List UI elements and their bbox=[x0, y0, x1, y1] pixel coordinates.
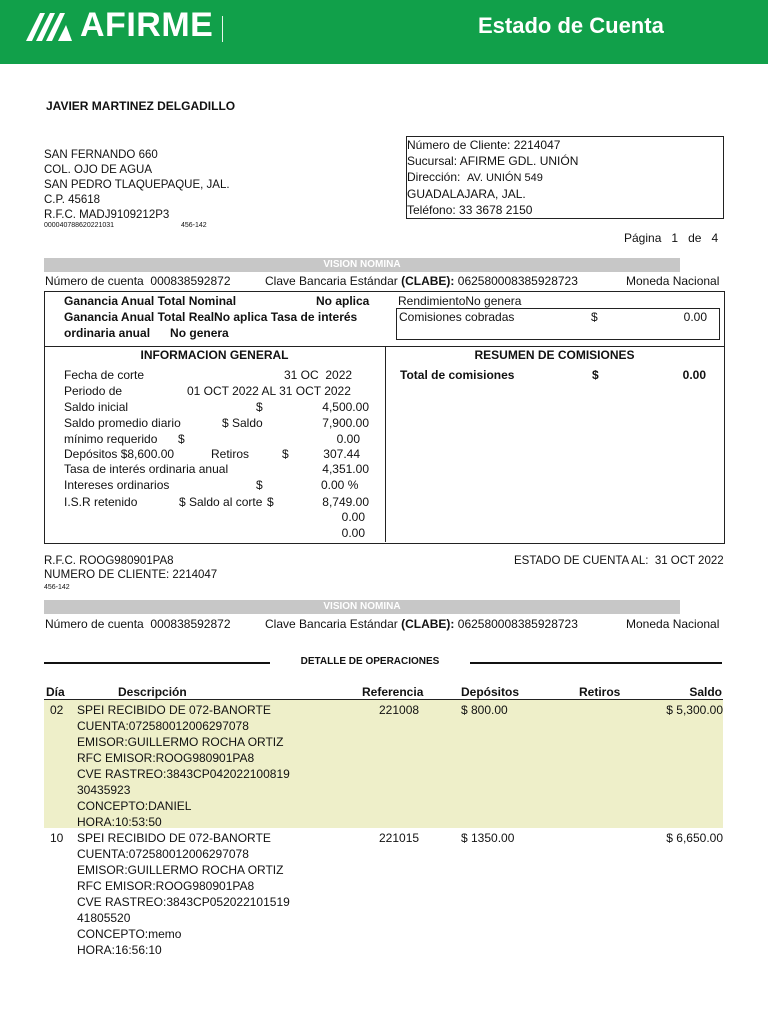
periodo-label: Periodo de bbox=[64, 384, 123, 398]
address-line: SAN FERNANDO 660 bbox=[44, 149, 158, 161]
afirme-logo-icon bbox=[22, 7, 72, 45]
clabe-2: Clave Bancaria Estándar (CLABE): 062580008385928723 bbox=[265, 617, 578, 631]
saldo-prom-label: Saldo promedio diario bbox=[64, 416, 181, 430]
branch: Sucursal: AFIRME GDL. UNIÓN bbox=[407, 154, 579, 168]
retiros-label: Retiros bbox=[211, 447, 250, 461]
footer-cliente: NUMERO DE CLIENTE: 2214047 bbox=[44, 569, 218, 581]
comisiones-cur: $ bbox=[591, 310, 598, 324]
client-info-box bbox=[406, 136, 724, 219]
row-dia: 10 bbox=[50, 831, 64, 845]
isr-label: I.S.R retenido bbox=[64, 495, 138, 509]
intereses-value: 0.00 % bbox=[321, 478, 359, 492]
customer-name: JAVIER MARTINEZ DELGADILLO bbox=[46, 99, 236, 113]
clabe: Clave Bancaria Estándar (CLABE): 062580008385928723 bbox=[265, 274, 578, 288]
retiros-value: 307.44 bbox=[323, 447, 360, 461]
header-divider bbox=[222, 16, 223, 42]
footer-rfc: R.F.C. ROOG980901PA8 bbox=[44, 555, 174, 567]
comisiones-value: 0.00 bbox=[683, 310, 707, 324]
isr-mid: $ Saldo al corte bbox=[179, 495, 263, 509]
customer-code: 000040788620221031 bbox=[44, 222, 115, 229]
minimo-cur: $ bbox=[178, 432, 185, 446]
account-number: Número de cuenta 000838592872 bbox=[45, 274, 231, 288]
branch-address: Dirección: AV. UNIÓN 549 bbox=[407, 170, 543, 184]
saldo-inicial-label: Saldo inicial bbox=[64, 400, 129, 414]
saldo-prom-mid: $ Saldo bbox=[222, 416, 263, 430]
tasa-label: Tasa de interés ordinaria anual bbox=[64, 462, 229, 476]
saldo-prom-value: 7,900.00 bbox=[322, 416, 369, 430]
brand-name: AFIRME bbox=[80, 6, 214, 44]
branch-city: GUADALAJARA, JAL. bbox=[407, 187, 526, 201]
section-rule-right bbox=[470, 662, 722, 664]
comisiones-label: Comisiones cobradas bbox=[399, 310, 515, 324]
intereses-label: Intereses ordinarios bbox=[64, 478, 170, 492]
customer-rfc: R.F.C. MADJ9109212P3 bbox=[44, 209, 170, 221]
isr-cur: $ bbox=[267, 495, 274, 509]
col-retiros: Retiros bbox=[579, 685, 621, 699]
total-comisiones-label: Total de comisiones bbox=[400, 368, 515, 382]
gan-real: Ganancia Anual Total RealNo aplica Tasa de interés bbox=[64, 310, 358, 324]
product-band-2: VISION NOMINA bbox=[44, 600, 680, 614]
intereses-cur: $ bbox=[256, 478, 263, 492]
address-line: SAN PEDRO TLAQUEPAQUE, JAL. bbox=[44, 179, 230, 191]
gan-nominal-value: No aplica bbox=[316, 294, 370, 308]
comisiones-box bbox=[396, 308, 720, 340]
currency: Moneda Nacional bbox=[626, 274, 720, 288]
address-line: COL. OJO DE AGUA bbox=[44, 164, 152, 176]
col-descripcion: Descripción bbox=[118, 685, 187, 699]
row-deposito: $ 1350.00 bbox=[461, 831, 515, 845]
depositos-label: Depósitos $8,600.00 bbox=[64, 447, 175, 461]
currency-2: Moneda Nacional bbox=[626, 617, 720, 631]
total-comisiones-value: 0.00 bbox=[682, 368, 706, 382]
col-referencia: Referencia bbox=[362, 685, 424, 699]
col-depositos: Depósitos bbox=[461, 685, 520, 699]
saldo-inicial-cur: $ bbox=[256, 400, 263, 414]
row-descripcion: SPEI RECIBIDO DE 072-BANORTE CUENTA:072580012006297078 EMISOR:GUILLERMO ROCHA ORTIZ RFC EMISOR:ROOG980901PA8 CVE RASTREO:3843CP042022100819 30435923 CONCEPTO:DANIEL HORA:10:53:50 bbox=[77, 703, 290, 829]
row-dia: 02 bbox=[50, 703, 64, 717]
isr-value: 8,749.00 bbox=[322, 495, 369, 509]
minimo-value: 0.00 bbox=[336, 432, 360, 446]
page-indicator: Página 1 de 4 bbox=[624, 231, 719, 245]
footer-code: 456-142 bbox=[44, 584, 70, 591]
col-saldo: Saldo bbox=[689, 685, 722, 699]
saldo-inicial-value: 4,500.00 bbox=[322, 400, 369, 414]
row-saldo: $ 6,650.00 bbox=[666, 831, 723, 845]
estado-cuenta-al: ESTADO DE CUENTA AL: 31 OCT 2022 bbox=[514, 555, 724, 567]
summary-col-divider bbox=[385, 346, 386, 542]
client-number: Número de Cliente: 2214047 bbox=[407, 138, 561, 152]
row-referencia: 221015 bbox=[379, 831, 420, 845]
branch-phone: Teléfono: 33 3678 2150 bbox=[407, 203, 533, 217]
row-descripcion: SPEI RECIBIDO DE 072-BANORTE CUENTA:072580012006297078 EMISOR:GUILLERMO ROCHA ORTIZ RFC EMISOR:ROOG980901PA8 CVE RASTREO:3843CP052022101519 41805520 CONCEPTO:memo HORA:16:56:10 bbox=[77, 831, 290, 957]
row-deposito: $ 800.00 bbox=[461, 703, 508, 717]
info-general-title: INFORMACION GENERAL bbox=[140, 348, 289, 362]
row-referencia: 221008 bbox=[379, 703, 420, 717]
fecha-corte-value: 31 OC 2022 bbox=[284, 368, 353, 382]
page-title: Estado de Cuenta bbox=[478, 13, 664, 38]
retiros-cur: $ bbox=[282, 447, 289, 461]
extra-value-2: 0.00 bbox=[341, 526, 365, 540]
operaciones-title: DETALLE DE OPERACIONES bbox=[300, 656, 440, 667]
resumen-title: RESUMEN DE COMISIONES bbox=[474, 348, 635, 362]
total-comisiones-cur: $ bbox=[592, 368, 599, 382]
account-number-2: Número de cuenta 000838592872 bbox=[45, 617, 231, 631]
ordinaria: ordinaria anual No genera bbox=[64, 326, 229, 340]
fecha-corte-label: Fecha de corte bbox=[64, 368, 145, 382]
rendimiento: RendimientoNo genera bbox=[398, 294, 522, 308]
col-dia: Día bbox=[46, 685, 65, 699]
customer-address bbox=[44, 148, 230, 223]
section-rule-left bbox=[44, 662, 270, 664]
row-saldo: $ 5,300.00 bbox=[666, 703, 723, 717]
gan-nominal-label: Ganancia Anual Total Nominal bbox=[64, 294, 237, 308]
periodo-value: 01 OCT 2022 AL 31 OCT 2022 bbox=[187, 384, 351, 398]
extra-value-1: 0.00 bbox=[341, 510, 365, 524]
customer-code-right: 456-142 bbox=[181, 222, 207, 229]
product-band: VISION NOMINA bbox=[44, 258, 680, 272]
minimo-label: mínimo requerido bbox=[64, 432, 158, 446]
address-line: C.P. 45618 bbox=[44, 194, 101, 206]
tasa-value: 4,351.00 bbox=[322, 462, 369, 476]
